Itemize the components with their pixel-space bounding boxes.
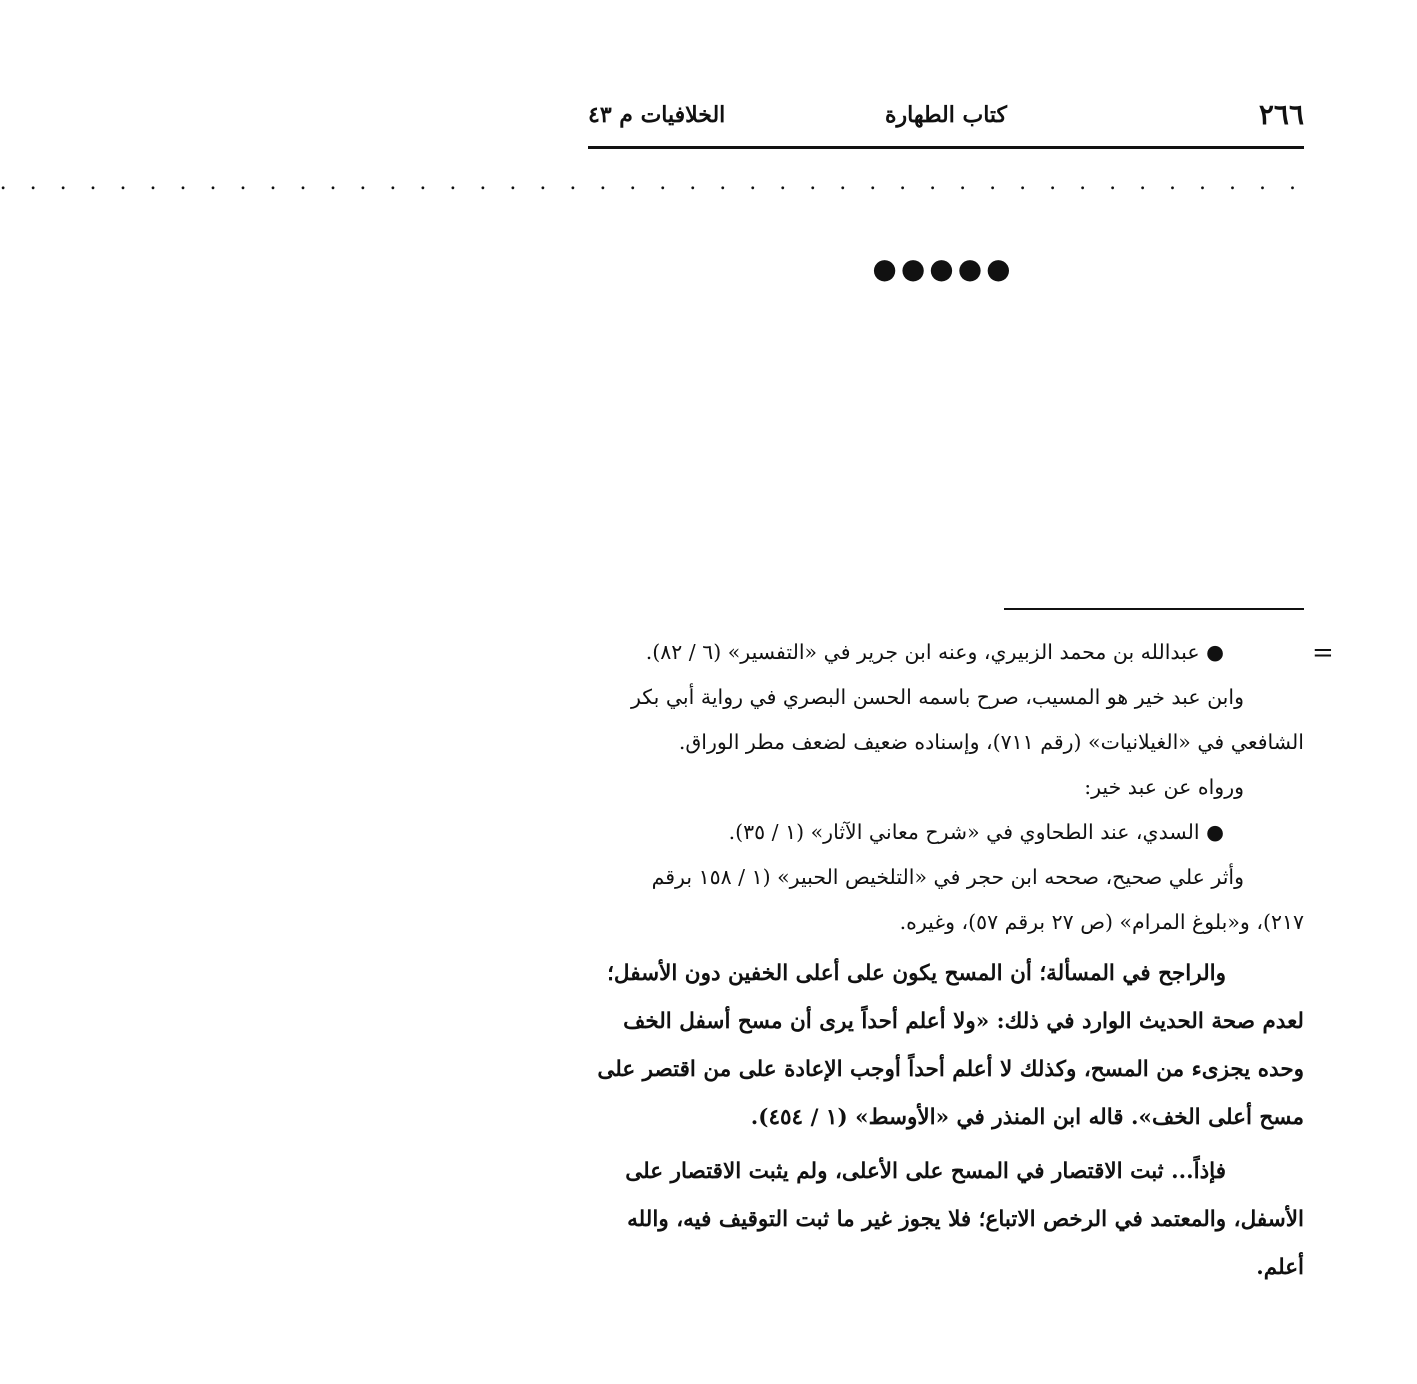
section-bullets: ●●●●●: [872, 252, 1015, 285]
footnote-line: ورواه عن عبد خير:: [1084, 775, 1244, 799]
paragraph-line: الأسفل، والمعتمد في الرخص الاتباع؛ فلا يجوز غير ما ثبت التوقيف فيه، والله: [627, 1207, 1304, 1232]
footnote-line: وأثر علي صحيح، صححه ابن حجر في «التلخيص الحبير» (١ / ١٥٨ برقم: [651, 865, 1244, 889]
footnote-line: وابن عبد خير هو المسيب، صرح باسمه الحسن البصري في رواية أبي بكر: [630, 685, 1244, 709]
paragraph-line: مسح أعلى الخف». قاله ابن المنذر في «الأوسط» (١ / ٤٥٤).: [750, 1105, 1304, 1130]
footnote-block: [582, 630, 1304, 945]
main-text: [582, 950, 1304, 1292]
page-number: ٢٦٦: [1258, 98, 1304, 131]
paragraph-line: لعدم صحة الحديث الوارد في ذلك: «ولا أعلم أحداً يرى أن مسح أسفل الخف: [623, 1009, 1304, 1034]
running-header: [588, 98, 1304, 138]
paragraph-line: فإذاً... ثبت الاقتصار في المسح على الأعلى، ولم يثبت الاقتصار على: [625, 1159, 1226, 1184]
book-title: كتاب الطهارة: [884, 102, 1008, 128]
paragraph-line: والراجح في المسألة؛ أن المسح يكون على أعلى الخفين دون الأسفل؛: [607, 961, 1226, 986]
paragraph-line: أعلم.: [1256, 1255, 1304, 1280]
footnote-line: ● السدي، عند الطحاوي في «شرح معاني الآثار» (١ / ٣٥).: [728, 820, 1224, 844]
footnote-line: الشافعي في «الغيلانيات» (رقم ٧١١)، وإسناده ضعيف لضعف مطر الوراق.: [678, 730, 1304, 754]
paragraph-line: وحده يجزىء من المسح، وكذلك لا أعلم أحداً أوجب الإعادة على من اقتصر على: [597, 1057, 1304, 1082]
footnote-rule: [1004, 608, 1304, 610]
footnote-line: ٢١٧)، و«بلوغ المرام» (ص ٢٧ برقم ٥٧)، وغيره.: [899, 910, 1304, 934]
header-rule: [588, 146, 1304, 149]
signature-mark: الخلافيات م ٤٣: [588, 102, 726, 128]
footnote-continuation-mark: =: [1312, 638, 1334, 668]
footnote-line: ● عبدالله بن محمد الزبيري، وعنه ابن جرير في «التفسير» (٦ / ٨٢).: [645, 640, 1224, 664]
dotted-separator: . . . . . . . . . . . . . . . . . . . . . . . . . . . . . . . . . . . . . . . . . . . .: [0, 170, 1304, 195]
